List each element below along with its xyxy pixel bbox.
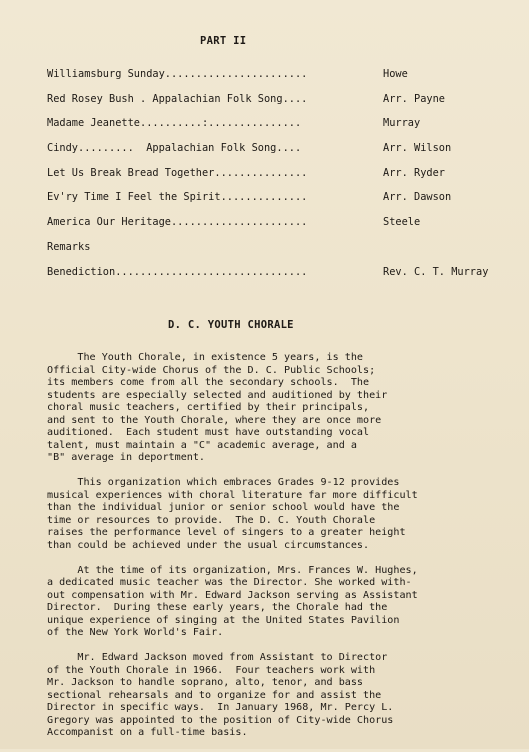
section-title: D. C. YOUTH CHORALE	[168, 319, 294, 331]
program-item-composer: Arr. Wilson	[383, 142, 452, 155]
paragraph-line: Accompanist on a full-time basis.	[47, 727, 248, 738]
paragraph-line: unique experience of singing at the United States Pavilion	[47, 614, 400, 626]
program-item-composer: Rev. C. T. Murray	[383, 265, 489, 278]
paragraph	[47, 352, 522, 465]
paragraph-line: "B" average in deportment.	[47, 452, 206, 463]
paragraph-line: time or resources to provide. The D. C. Youth Chorale	[47, 514, 376, 526]
program-item-title: Let Us Break Bread Together...............	[47, 166, 308, 179]
paragraph-line: musical experiences with choral literature far more difficult	[47, 489, 418, 501]
program-item-composer: Arr. Dawson	[383, 191, 452, 204]
program-item-title: Remarks	[47, 240, 91, 253]
paragraph-line: Mr. Edward Jackson moved from Assistant to Director	[47, 652, 388, 663]
program-item-composer: Steele	[383, 216, 421, 229]
paragraph-line: choral music teachers, certified by their principals,	[47, 402, 370, 413]
program-item-composer: Arr. Ryder	[383, 166, 445, 179]
paragraph-line: Director. During these early years, the Chorale had the	[47, 602, 388, 613]
paragraph-line: Director in specific ways. In January 1968, Mr. Percy L.	[47, 702, 394, 713]
paragraph-line: of the Youth Chorale in 1966. Four teachers work with	[47, 664, 376, 676]
paragraph-line: raises the performance level of singers to a greater height	[47, 527, 406, 538]
paragraph-line: Official City-wide Chorus of the D. C. Public Schools;	[47, 364, 376, 376]
program-item-composer: Arr. Payne	[383, 92, 445, 105]
program-item-title: Benediction...............................	[47, 265, 308, 278]
program-item-title: Cindy......... Appalachian Folk Song....	[47, 142, 302, 155]
paragraph-line: auditioned. Each student must have outstanding vocal	[47, 427, 370, 438]
paragraph-line: than could be achieved under the usual circumstances.	[47, 539, 370, 551]
paragraph-line: of the New York World's Fair.	[47, 627, 224, 638]
paragraph	[47, 565, 522, 640]
program-item	[47, 241, 517, 266]
program-item	[47, 93, 517, 118]
program-item	[47, 216, 517, 241]
paragraph-line: students are especially selected and auditioned by their	[47, 389, 388, 401]
chorale-description	[47, 352, 522, 752]
paragraph-line: At the time of its organization, Mrs. Frances W. Hughes,	[47, 564, 418, 576]
paragraph-line: and sent to the Youth Chorale, where they are once more	[47, 414, 382, 426]
part-title: PART II	[200, 35, 247, 47]
program-item	[47, 191, 517, 216]
paragraph-line: Gregory was appointed to the position of City-wide Chorus	[47, 714, 394, 726]
program-item	[47, 266, 517, 291]
program-item-title: Ev'ry Time I Feel the Spirit..............	[47, 191, 308, 204]
program-item	[47, 142, 517, 167]
program-item-title: Red Rosey Bush . Appalachian Folk Song....	[47, 92, 308, 105]
paragraph-line: sectional rehearsals and to organize for and assist the	[47, 689, 382, 701]
paragraph-line: a dedicated music teacher was the Director. She worked with-	[47, 577, 412, 588]
program-item-title: Madame Jeanette..........:...............	[47, 117, 302, 130]
program-item	[47, 68, 517, 93]
paragraph-line: than the individual junior or senior school would have the	[47, 502, 400, 513]
paragraph-line: out compensation with Mr. Edward Jackson serving as Assistant	[47, 589, 418, 601]
program-item-title: America Our Heritage......................	[47, 216, 308, 229]
program-item-title: Williamsburg Sunday.......................	[47, 68, 308, 80]
paragraph-line: This organization which embraces Grades 9-12 provides	[47, 477, 400, 488]
program-item-composer: Howe	[383, 68, 408, 80]
paragraph-line: The Youth Chorale, in existence 5 years, is the	[47, 352, 364, 363]
program-item-composer: Murray	[383, 117, 421, 130]
paragraph-line: its members come from all the secondary schools. The	[47, 377, 370, 388]
paragraph-line: talent, must maintain a "C" academic average, and a	[47, 439, 357, 451]
program-item	[47, 117, 517, 142]
program-item	[47, 167, 517, 192]
program-list	[47, 68, 517, 290]
paragraph-line: Mr. Jackson to handle soprano, alto, tenor, and bass	[47, 677, 364, 688]
paragraph	[47, 477, 522, 552]
paragraph	[47, 652, 522, 740]
